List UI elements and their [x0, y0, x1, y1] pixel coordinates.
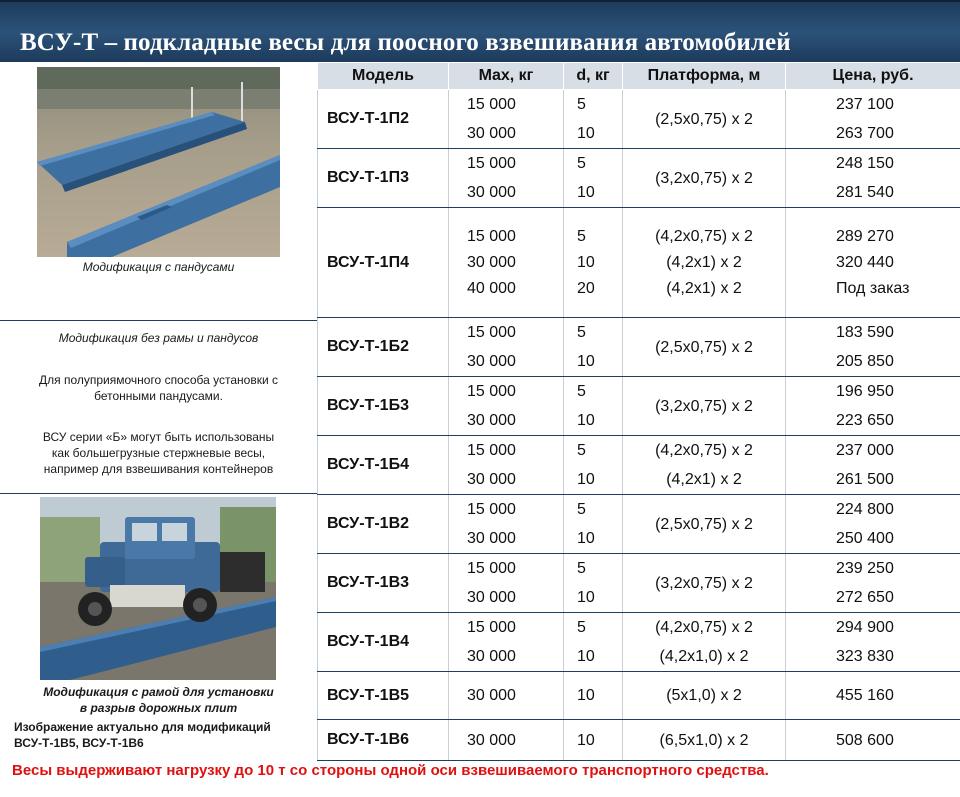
- left-section-frame: [0, 493, 317, 760]
- d-cell-value: 10: [577, 125, 595, 142]
- max-cell-value: 30 000: [467, 471, 516, 488]
- left-section-ramps: [0, 62, 317, 321]
- max-cell-value: 15 000: [467, 501, 516, 518]
- model-cell: ВСУ-Т-1В6: [318, 720, 449, 761]
- table-row: [318, 318, 960, 377]
- platform-cell-value: (4,2х0,75) х 2: [655, 619, 753, 636]
- platform-cell: [623, 495, 786, 554]
- price-cell: [786, 377, 960, 436]
- max-cell-value: 30 000: [467, 687, 516, 704]
- d-cell-value: 5: [577, 560, 586, 577]
- price-cell-value: 223 650: [836, 412, 894, 429]
- frame-caption-line2: в разрыв дорожных плит: [79, 701, 238, 715]
- max-cell-value: 15 000: [467, 383, 516, 400]
- d-cell-stack: [564, 224, 622, 302]
- platform-cell: [623, 318, 786, 377]
- price-cell-value: 289 270: [836, 227, 894, 245]
- column-header-platform: Платформа, м: [623, 63, 786, 90]
- platform-cell: [623, 377, 786, 436]
- platform-cell: [623, 208, 786, 318]
- d-cell-value: 5: [577, 324, 586, 341]
- max-cell-value: 15 000: [467, 442, 516, 459]
- platform-cell-value: (3,2х0,75) х 2: [655, 397, 753, 415]
- max-cell-value: 30 000: [467, 412, 516, 429]
- d-cell-value: 10: [577, 353, 595, 370]
- no-frame-caption: Модификация без рамы и пандусов: [58, 331, 259, 345]
- model-cell: ВСУ-Т-1В2: [318, 495, 449, 554]
- price-cell-stack: [786, 681, 960, 710]
- max-cell-stack: [449, 726, 563, 755]
- max-cell-value: 40 000: [467, 279, 516, 297]
- max-cell-stack: [449, 318, 563, 376]
- platform-cell-value: (6,5х1,0) х 2: [659, 731, 749, 749]
- d-cell: [564, 318, 623, 377]
- price-cell-value: 261 500: [836, 471, 894, 488]
- d-cell: [564, 149, 623, 208]
- column-header-model: Модель: [318, 63, 449, 90]
- platform-cell-stack: [623, 333, 785, 362]
- d-cell-value: 5: [577, 96, 586, 113]
- table-row: [318, 613, 960, 672]
- platform-cell: [623, 613, 786, 672]
- price-cell: [786, 554, 960, 613]
- d-cell: [564, 672, 623, 720]
- platform-cell-value: (3,2х0,75) х 2: [655, 169, 753, 187]
- load-limit-note: Весы выдерживают нагрузку до 10 т со стороны одной оси взвешиваемого транспортного средства.: [12, 762, 769, 779]
- table-row: [318, 436, 960, 495]
- price-cell-stack: [786, 726, 960, 755]
- d-cell-value: 5: [577, 227, 586, 245]
- price-cell-value: 237 000: [836, 442, 894, 459]
- price-cell-value: 196 950: [836, 383, 894, 400]
- d-cell-value: 10: [577, 530, 595, 547]
- platform-cell-stack: [623, 392, 785, 421]
- frame-caption-line1: Модификация с рамой для установки: [43, 685, 274, 699]
- title-banner: [0, 0, 960, 62]
- d-cell-value: 5: [577, 383, 586, 400]
- max-cell: [449, 318, 564, 377]
- d-cell: [564, 613, 623, 672]
- model-cell: ВСУ-Т-1Б4: [318, 436, 449, 495]
- d-cell-stack: [564, 436, 622, 494]
- model-cell: ВСУ-Т-1В4: [318, 613, 449, 672]
- price-cell-value: 323 830: [836, 648, 894, 665]
- platform-cell-value: (4,2х1,0) х 2: [659, 648, 749, 665]
- max-cell: [449, 90, 564, 149]
- table-row: [318, 672, 960, 720]
- d-cell-stack: [564, 726, 622, 755]
- price-cell: [786, 672, 960, 720]
- image-note-line2: ВСУ-Т-1В5, ВСУ-Т-1В6: [14, 736, 144, 750]
- price-cell-value: 205 850: [836, 353, 894, 370]
- price-cell-stack: [786, 554, 960, 612]
- series-b-text-line3: например для взвешивания контейнеров: [43, 462, 274, 476]
- d-cell-value: 10: [577, 184, 595, 201]
- model-cell: ВСУ-Т-1Б2: [318, 318, 449, 377]
- max-cell-stack: [449, 495, 563, 553]
- table-row: [318, 90, 960, 149]
- price-cell-value: 272 650: [836, 589, 894, 606]
- platform-cell-stack: [623, 224, 785, 302]
- price-cell-value: 250 400: [836, 530, 894, 547]
- max-cell: [449, 377, 564, 436]
- d-cell-stack: [564, 613, 622, 671]
- platform-cell-value: (4,2х1) х 2: [666, 279, 742, 297]
- image-note-line1: Изображение актуально для модификаций: [14, 720, 271, 734]
- price-cell-stack: [786, 224, 960, 302]
- d-cell-value: 10: [577, 731, 595, 749]
- price-cell: [786, 436, 960, 495]
- platform-cell-value: (4,2х1) х 2: [666, 253, 742, 271]
- series-b-text-line1: ВСУ серии «Б» могут быть использованы: [42, 430, 275, 444]
- max-cell: [449, 208, 564, 318]
- platform-cell-stack: [623, 105, 785, 134]
- platform-cell-value: (2,5х0,75) х 2: [655, 515, 753, 533]
- left-section-no-frame: [0, 320, 317, 494]
- table-row: [318, 495, 960, 554]
- price-cell: [786, 208, 960, 318]
- d-cell-value: 5: [577, 619, 586, 636]
- price-cell-value: 263 700: [836, 125, 894, 142]
- model-cell: ВСУ-Т-1П3: [318, 149, 449, 208]
- price-cell-value: 248 150: [836, 155, 894, 172]
- d-cell: [564, 90, 623, 149]
- max-cell: [449, 495, 564, 554]
- price-cell-stack: [786, 495, 960, 553]
- price-cell-value: 508 600: [836, 731, 894, 749]
- price-cell-stack: [786, 377, 960, 435]
- series-b-text-line2: как большегрузные стержневые весы,: [51, 446, 266, 460]
- column-header-max: Max, кг: [449, 63, 564, 90]
- d-cell-value: 10: [577, 589, 595, 606]
- platform-cell: [623, 720, 786, 761]
- d-cell: [564, 208, 623, 318]
- column-header-d: d, кг: [564, 63, 623, 90]
- max-cell-stack: [449, 681, 563, 710]
- max-cell: [449, 149, 564, 208]
- d-cell-value: 10: [577, 471, 595, 488]
- d-cell-value: 10: [577, 687, 595, 704]
- d-cell-stack: [564, 495, 622, 553]
- price-cell-value: 281 540: [836, 184, 894, 201]
- max-cell: [449, 672, 564, 720]
- table-row: [318, 377, 960, 436]
- max-cell: [449, 436, 564, 495]
- d-cell-value: 10: [577, 412, 595, 429]
- ramps-caption: Модификация с пандусами: [82, 260, 235, 274]
- price-cell-value: 455 160: [836, 687, 894, 704]
- max-cell-stack: [449, 377, 563, 435]
- max-cell-value: 30 000: [467, 253, 516, 271]
- column-header-price: Цена, руб.: [786, 63, 960, 90]
- platform-cell-stack: [623, 613, 785, 671]
- max-cell-stack: [449, 224, 563, 302]
- d-cell-value: 5: [577, 155, 586, 172]
- d-cell-stack: [564, 377, 622, 435]
- platform-cell-value: (5х1,0) х 2: [666, 687, 742, 704]
- platform-cell: [623, 149, 786, 208]
- installation-text-line1: Для полуприямочного способа установки с: [38, 373, 279, 387]
- d-cell-value: 5: [577, 501, 586, 518]
- platform-cell-value: (4,2х0,75) х 2: [655, 442, 753, 459]
- platform-cell: [623, 554, 786, 613]
- d-cell-stack: [564, 90, 622, 148]
- max-cell: [449, 720, 564, 761]
- d-cell: [564, 436, 623, 495]
- platform-cell-stack: [623, 164, 785, 193]
- max-cell-value: 30 000: [467, 353, 516, 370]
- platform-cell-stack: [623, 681, 785, 710]
- platform-cell-value: (2,5х0,75) х 2: [655, 110, 753, 128]
- d-cell-stack: [564, 681, 622, 710]
- d-cell-stack: [564, 318, 622, 376]
- price-cell-value: 320 440: [836, 253, 894, 271]
- d-cell: [564, 720, 623, 761]
- price-cell: [786, 90, 960, 149]
- d-cell: [564, 495, 623, 554]
- max-cell-value: 30 000: [467, 589, 516, 606]
- price-cell: [786, 149, 960, 208]
- price-cell: [786, 613, 960, 672]
- platform-cell-value: (4,2х0,75) х 2: [655, 227, 753, 245]
- table-row: [318, 149, 960, 208]
- max-cell-value: 15 000: [467, 96, 516, 113]
- ramps-scale-photo: [37, 67, 280, 257]
- max-cell-value: 15 000: [467, 324, 516, 341]
- price-table: [317, 62, 960, 761]
- max-cell-value: 15 000: [467, 227, 516, 245]
- platform-cell-value: (3,2х0,75) х 2: [655, 574, 753, 592]
- max-cell: [449, 554, 564, 613]
- platform-cell-value: (2,5х0,75) х 2: [655, 338, 753, 356]
- price-cell-stack: [786, 90, 960, 148]
- d-cell: [564, 554, 623, 613]
- price-cell-value: 237 100: [836, 96, 894, 113]
- model-cell: ВСУ-Т-1П4: [318, 208, 449, 318]
- price-cell-value: 224 800: [836, 501, 894, 518]
- price-cell-value: Под заказ: [836, 279, 910, 297]
- page-title: ВСУ-Т – подкладные весы для поосного взвешивания автомобилей: [20, 29, 791, 56]
- max-cell: [449, 613, 564, 672]
- max-cell-stack: [449, 554, 563, 612]
- max-cell-stack: [449, 90, 563, 148]
- installation-text-line2: бетонными пандусами.: [94, 389, 223, 403]
- platform-cell-value: (4,2х1) х 2: [666, 471, 742, 488]
- max-cell-stack: [449, 436, 563, 494]
- platform-cell-stack: [623, 510, 785, 539]
- model-cell: ВСУ-Т-1В5: [318, 672, 449, 720]
- max-cell-value: 30 000: [467, 530, 516, 547]
- table-row: [318, 208, 960, 318]
- model-cell: ВСУ-Т-1В3: [318, 554, 449, 613]
- price-cell-value: 183 590: [836, 324, 894, 341]
- max-cell-value: 30 000: [467, 648, 516, 665]
- max-cell-value: 30 000: [467, 184, 516, 201]
- model-cell: ВСУ-Т-1П2: [318, 90, 449, 149]
- platform-cell: [623, 90, 786, 149]
- d-cell: [564, 377, 623, 436]
- price-cell: [786, 495, 960, 554]
- max-cell-value: 30 000: [467, 731, 516, 749]
- max-cell-value: 15 000: [467, 560, 516, 577]
- d-cell-stack: [564, 149, 622, 207]
- max-cell-value: 15 000: [467, 619, 516, 636]
- platform-cell-stack: [623, 726, 785, 755]
- max-cell-value: 15 000: [467, 155, 516, 172]
- platform-cell-stack: [623, 436, 785, 494]
- price-cell: [786, 720, 960, 761]
- platform-cell: [623, 672, 786, 720]
- model-cell: ВСУ-Т-1Б3: [318, 377, 449, 436]
- table-row: [318, 554, 960, 613]
- price-cell-value: 239 250: [836, 560, 894, 577]
- d-cell-value: 5: [577, 442, 586, 459]
- d-cell-stack: [564, 554, 622, 612]
- table-header-row: [318, 63, 960, 90]
- d-cell-value: 10: [577, 253, 595, 271]
- platform-cell: [623, 436, 786, 495]
- d-cell-value: 10: [577, 648, 595, 665]
- price-cell-stack: [786, 318, 960, 376]
- platform-cell-stack: [623, 569, 785, 598]
- truck-on-scale-photo: [40, 497, 276, 680]
- price-cell-stack: [786, 149, 960, 207]
- d-cell-value: 20: [577, 279, 595, 297]
- price-cell: [786, 318, 960, 377]
- max-cell-value: 30 000: [467, 125, 516, 142]
- price-cell-value: 294 900: [836, 619, 894, 636]
- price-cell-stack: [786, 436, 960, 494]
- price-cell-stack: [786, 613, 960, 671]
- max-cell-stack: [449, 613, 563, 671]
- max-cell-stack: [449, 149, 563, 207]
- table-row: [318, 720, 960, 761]
